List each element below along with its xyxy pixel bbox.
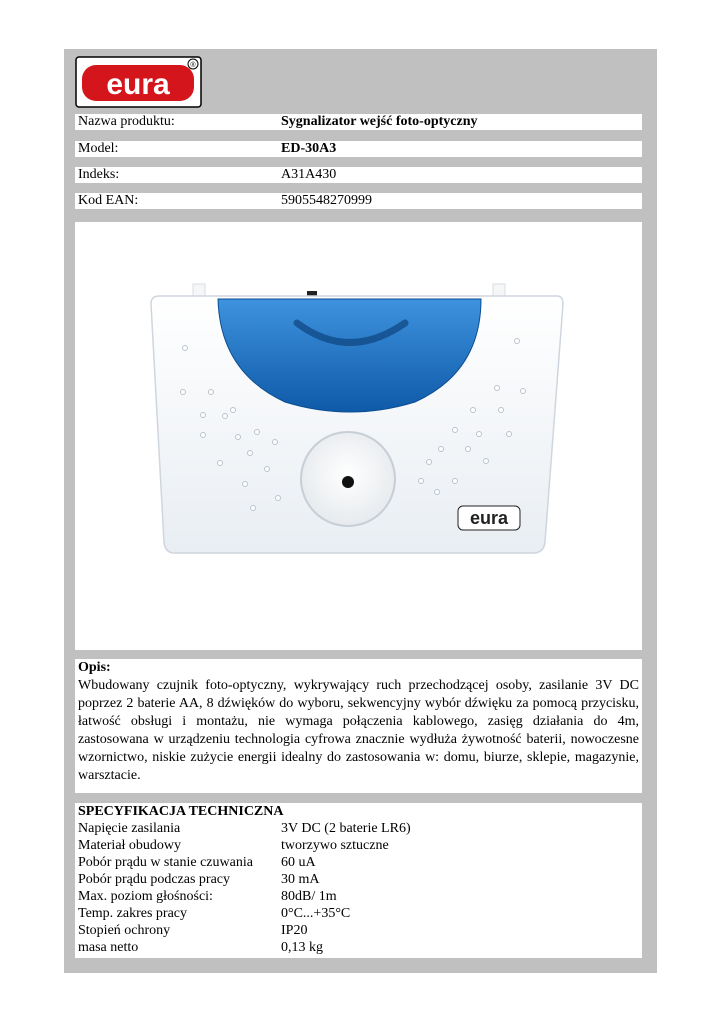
description-title: Opis:: [78, 660, 111, 675]
product-photo: [75, 222, 642, 650]
spec-row: [78, 854, 638, 871]
ean-label: Kod EAN:: [78, 193, 139, 208]
spec-row: [78, 888, 638, 905]
description-text: Wbudowany czujnik foto-optyczny, wykrywający ruch przechodzącej osoby, zasilanie 3V DC poprzez 2 baterie AA, 8 dźwięków do wyboru, sekwencyjny wybór dźwięku za pomocą przycisku, łatwość obsługi i montażu, nie wymaga połączenia kablowego, zasięg działania do 4m, zastosowana w urządzeniu technologia cyfrowa znacznie wydłuża żywotność baterii, nowoczesne wzornictwo, niskie zużycie energii idealny do zastosowania w: domu, biurze, sklepie, magazynie, warsztacie.: [78, 678, 639, 783]
index-label: Indeks:: [78, 167, 120, 182]
spec-label: Temp. zakres pracy: [78, 906, 188, 921]
spec-label: Materiał obudowy: [78, 838, 182, 853]
svg-text:eura: eura: [469, 508, 509, 528]
spec-value: 80dB/ 1m: [281, 889, 337, 904]
spec-value: 3V DC (2 baterie LR6): [281, 821, 411, 836]
spec-row: [78, 922, 638, 939]
spec-row: [78, 837, 638, 854]
svg-text:eura: eura: [106, 68, 170, 101]
brand-logo: [75, 56, 202, 108]
spec-value: tworzywo sztuczne: [281, 838, 389, 853]
svg-text:®: ®: [190, 62, 196, 69]
spec-label: Stopień ochrony: [78, 923, 171, 938]
spec-label: Pobór prądu podczas pracy: [78, 872, 231, 887]
spec-value: 0°C...+35°C: [281, 906, 351, 921]
product-name-row: [75, 114, 642, 130]
model-row: [75, 141, 642, 157]
spec-label: masa netto: [78, 940, 139, 955]
device-logo: [458, 506, 520, 530]
model-value: ED-30A3: [281, 141, 337, 156]
product-name-label: Nazwa produktu:: [78, 114, 175, 129]
description-section: [75, 659, 642, 793]
spec-title: SPECYFIKACJA TECHNICZNA: [78, 804, 284, 819]
ean-row: [75, 193, 642, 209]
spec-value: IP20: [281, 923, 308, 938]
spec-row: [78, 939, 638, 956]
spec-row: [78, 820, 638, 837]
index-row: [75, 167, 642, 183]
index-value: A31A430: [281, 167, 337, 182]
door-chime-device-icon: [75, 222, 642, 650]
ean-value: 5905548270999: [281, 193, 372, 208]
product-sheet: [64, 49, 657, 973]
spec-row: [78, 871, 638, 888]
model-label: Model:: [78, 141, 119, 156]
spec-label: Napięcie zasilania: [78, 821, 181, 836]
spec-section: [75, 803, 642, 958]
eura-logo-icon: [75, 56, 202, 108]
spec-value: 30 mA: [281, 872, 320, 887]
spec-row: [78, 905, 638, 922]
spec-label: Max. poziom głośności:: [78, 889, 213, 904]
product-name-value: Sygnalizator wejść foto-optyczny: [281, 114, 478, 129]
spec-label: Pobór prądu w stanie czuwania: [78, 855, 253, 870]
spec-value: 0,13 kg: [281, 940, 323, 955]
spec-value: 60 uA: [281, 855, 316, 870]
